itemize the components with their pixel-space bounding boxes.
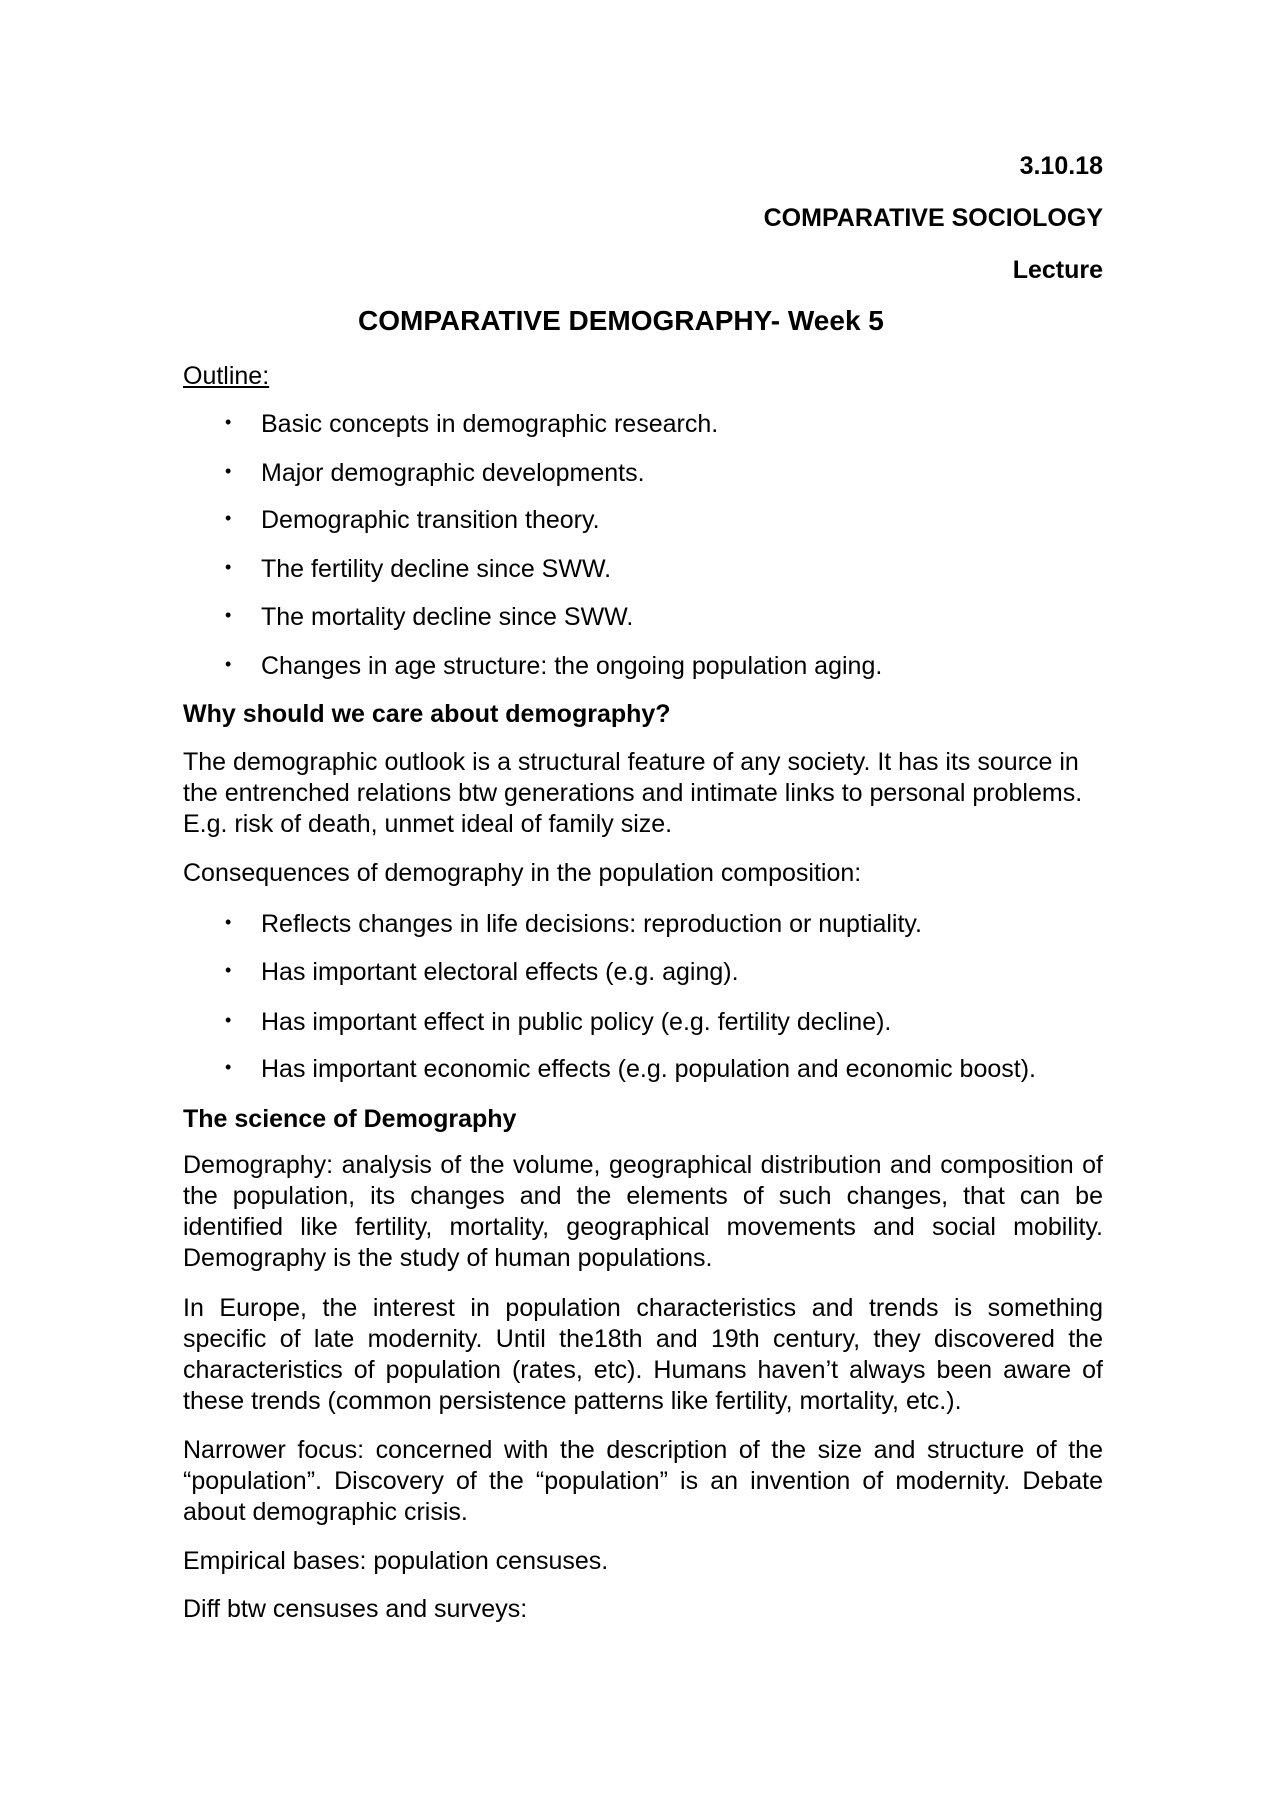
course-name: COMPARATIVE SOCIOLOGY bbox=[763, 204, 1103, 232]
consequences-intro: Consequences of demography in the population composition: bbox=[183, 859, 862, 887]
bullet-icon: • bbox=[225, 508, 232, 528]
paragraph-narrower-focus: Narrower focus: concerned with the description of the size and structure of the “population”. Discovery of the “population” is an invention of modernity. Debate about demographic crisis. bbox=[183, 1436, 1103, 1526]
lecture-date: 3.10.18 bbox=[1019, 152, 1103, 180]
bullet-icon: • bbox=[225, 912, 232, 932]
bullet-icon: • bbox=[225, 412, 232, 432]
paragraph-definition: Demography: analysis of the volume, geographical distribution and composition of the population, its changes and the elements of such changes, that can be identified like fertility, mortality, geographical movements and social mobility. Demography is the study of human populations. bbox=[183, 1151, 1103, 1272]
bullet-icon: • bbox=[225, 960, 232, 980]
section-heading-why: Why should we care about demography? bbox=[183, 700, 671, 728]
section-heading-science: The science of Demography bbox=[183, 1105, 517, 1133]
paragraph-censuses-surveys: Diff btw censuses and surveys: bbox=[183, 1595, 528, 1623]
bullet-icon: • bbox=[225, 654, 232, 674]
document-title: COMPARATIVE DEMOGRAPHY- Week 5 bbox=[358, 305, 884, 336]
paragraph-europe: In Europe, the interest in population characteristics and trends is something specific of late modernity. Until the18th and 19th century, they discovered the characteristics of population (rates, etc). Humans haven’t always been aware of these trends (common persistence patterns like fertility, mortality, etc.). bbox=[183, 1294, 1103, 1415]
bullet-icon: • bbox=[225, 1057, 232, 1077]
paragraph-outlook: The demographic outlook is a structural feature of any society. It has its source in the entrenched relations btw generations and intimate links to personal problems. E.g. risk of death, unmet ideal of family size. bbox=[183, 748, 1083, 838]
bullet-icon: • bbox=[225, 1010, 232, 1030]
bullet-icon: • bbox=[225, 461, 232, 481]
outline-label: Outline: bbox=[183, 362, 270, 390]
lecture-type: Lecture bbox=[1012, 256, 1103, 284]
bullet-icon: • bbox=[225, 557, 232, 577]
bullet-icon: • bbox=[225, 605, 232, 625]
paragraph-empirical-bases: Empirical bases: population censuses. bbox=[183, 1547, 609, 1575]
